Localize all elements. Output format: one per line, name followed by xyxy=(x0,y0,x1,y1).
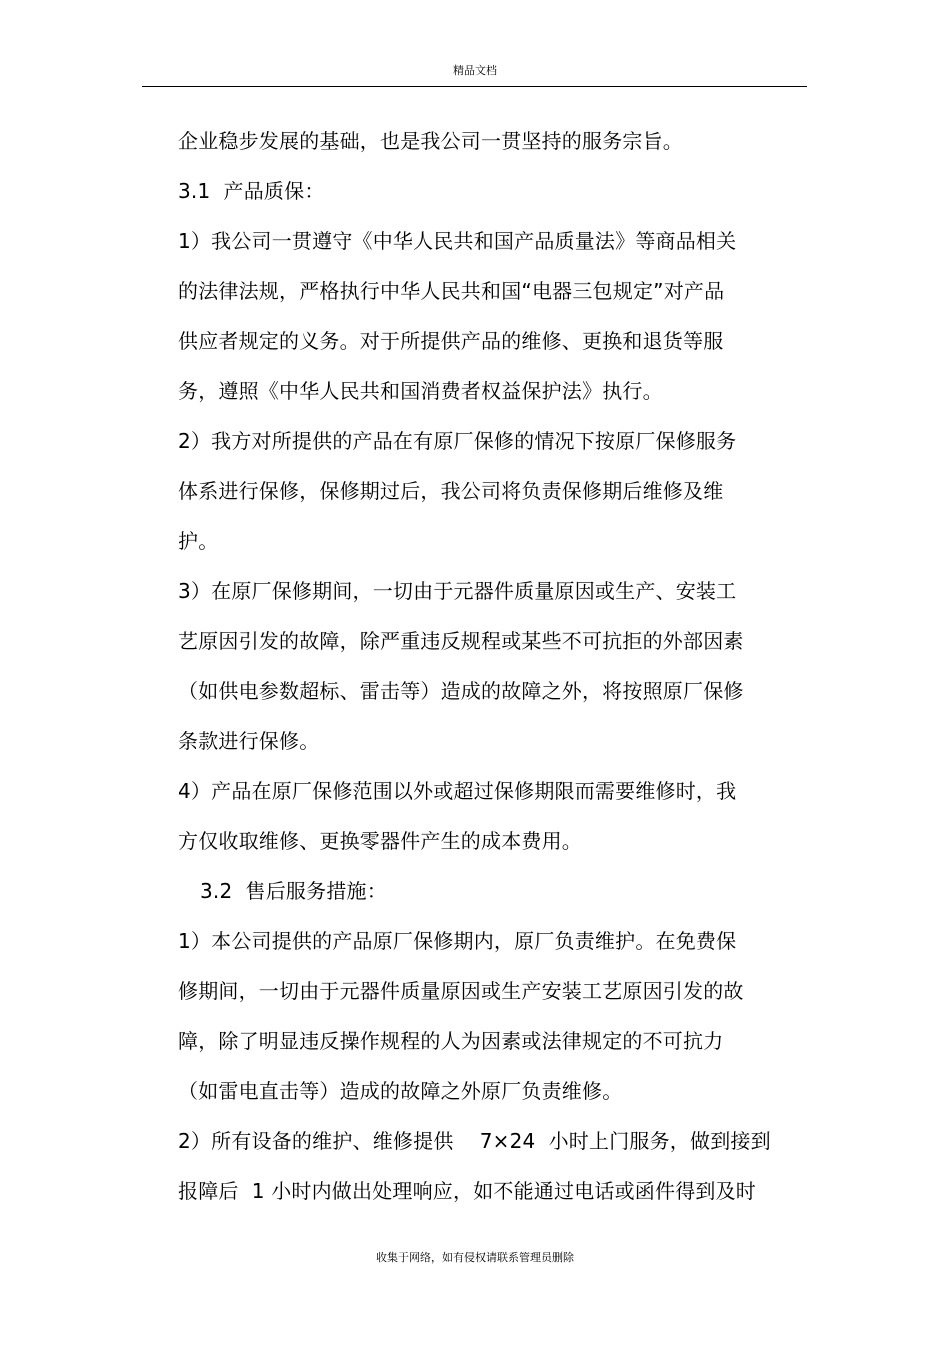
body-line: 供应者规定的义务。对于所提供产品的维修、更换和退货等服 xyxy=(178,329,724,353)
body-line: 体系进行保修，保修期过后，我公司将负责保修期后维修及维 xyxy=(178,479,724,503)
page-header-title: 精品文档 xyxy=(453,64,497,77)
body-line: 的法律法规，严格执行中华人民共和国“电器三包规定”对产品 xyxy=(178,279,725,303)
body-line: 1）我公司一贯遵守《中华人民共和国产品质量法》等商品相关 xyxy=(178,229,737,253)
body-line: 方仅收取维修、更换零器件产生的成本费用。 xyxy=(178,829,582,853)
body-line: 4）产品在原厂保修范围以外或超过保修期限而需要维修时，我 xyxy=(178,779,737,803)
body-line: 3）在原厂保修期间，一切由于元器件质量原因或生产、安装工 xyxy=(178,579,737,603)
body-line: （如供电参数超标、雷击等）造成的故障之外，将按照原厂保修 xyxy=(178,679,744,703)
header-divider xyxy=(142,86,807,87)
body-line: 1）本公司提供的产品原厂保修期内，原厂负责维护。在免费保 xyxy=(178,929,737,953)
section-heading-3-2: 3.2 售后服务措施： xyxy=(200,879,387,903)
section-heading-3-1: 3.1 产品质保： xyxy=(178,179,325,203)
document-body xyxy=(178,120,818,1220)
body-line: 护。 xyxy=(178,529,219,553)
body-line: 报障后 1 小时内做出处理响应，如不能通过电话或函件得到及时 xyxy=(178,1179,756,1203)
body-line: （如雷电直击等）造成的故障之外原厂负责维修。 xyxy=(178,1079,623,1103)
body-line: 务，遵照《中华人民共和国消费者权益保护法》执行。 xyxy=(178,379,663,403)
body-line: 企业稳步发展的基础，也是我公司一贯坚持的服务宗旨。 xyxy=(178,129,683,153)
body-line: 2）所有设备的维护、维修提供 7×24 小时上门服务，做到接到 xyxy=(178,1129,771,1153)
body-line: 修期间，一切由于元器件质量原因或生产安装工艺原因引发的故 xyxy=(178,979,744,1003)
body-line: 条款进行保修。 xyxy=(178,729,320,753)
body-line: 2）我方对所提供的产品在有原厂保修的情况下按原厂保修服务 xyxy=(178,429,737,453)
body-line: 障，除了明显违反操作规程的人为因素或法律规定的不可抗力 xyxy=(178,1029,724,1053)
page-footer-note: 收集于网络，如有侵权请联系管理员删除 xyxy=(376,1251,574,1264)
body-line: 艺原因引发的故障，除严重违反规程或某些不可抗拒的外部因素 xyxy=(178,629,744,653)
